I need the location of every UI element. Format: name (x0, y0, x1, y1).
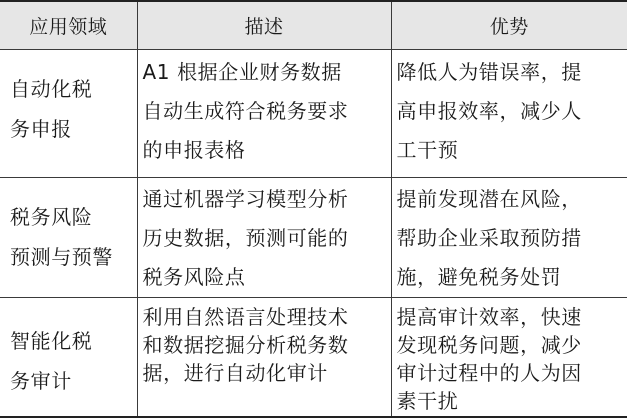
cell-advantage (391, 178, 627, 298)
cell-advantage (391, 298, 627, 418)
header-application-area: 应用领域 (0, 1, 137, 50)
application-area-text: 税务风险 预测与预警 (10, 205, 113, 269)
table-row (0, 50, 627, 178)
description-text: 利用自然语言处理技术 和数据挖掘分析税务数 据，进行自动化审计 (142, 305, 349, 385)
table-row (0, 178, 627, 298)
application-area-text: 智能化税 务审计 (10, 329, 93, 393)
header-advantage: 优势 (391, 1, 627, 50)
cell-description (137, 178, 391, 298)
header-description: 描述 (137, 1, 391, 50)
cell-description (137, 50, 391, 178)
description-text: A1 根据企业财务数据 自动生成符合税务要求 的申报表格 (142, 60, 349, 162)
advantage-text: 提前发现潜在风险， 帮助企业采取预防措 施，避免税务处罚 (396, 187, 582, 289)
cell-advantage (391, 50, 627, 178)
cell-application-area (0, 298, 137, 418)
cell-application-area (0, 50, 137, 178)
cell-description (137, 298, 391, 418)
table-row (0, 298, 627, 418)
advantage-text: 降低人为错误率，提 高申报效率，减少人 工干预 (396, 60, 582, 162)
cell-application-area (0, 178, 137, 298)
advantage-text: 提高审计效率，快速 发现税务问题，减少 审计过程中的人为因 素干扰 (396, 305, 582, 413)
description-text: 通过机器学习模型分析 历史数据，预测可能的 税务风险点 (142, 187, 349, 289)
application-area-text: 自动化税 务申报 (10, 77, 93, 141)
table-header-row (0, 1, 627, 50)
